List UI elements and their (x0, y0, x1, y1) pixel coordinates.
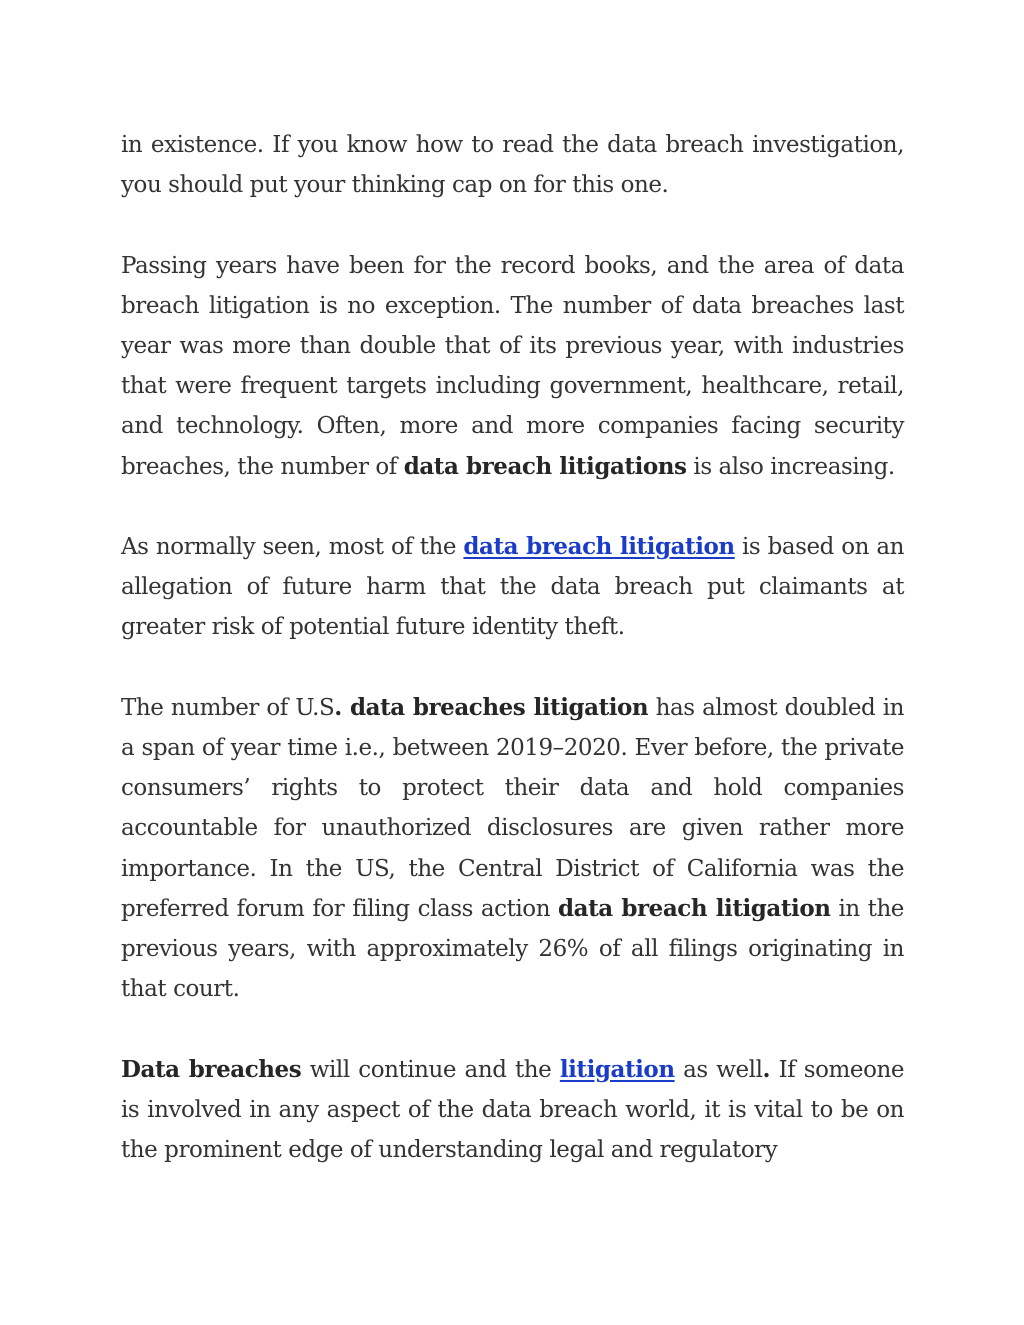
paragraph-passing-years (121, 246, 904, 487)
bold-phrase-data-breaches-litigation: . data breaches litigation (334, 693, 649, 721)
bold-period: . (762, 1055, 771, 1083)
paragraph-text: is based on an allegation of future harm that the data breach put claimants at greater risk of potential future identity theft. (121, 534, 904, 641)
litigation-link[interactable]: litigation (559, 1055, 675, 1083)
bold-phrase-data-breaches: Data breaches (121, 1055, 302, 1083)
paragraph-normally-seen (121, 527, 904, 648)
data-breach-litigation-link[interactable]: data breach litigation (463, 533, 735, 560)
document-body (121, 125, 904, 1170)
paragraph-text: is also increasing. (686, 453, 895, 480)
paragraph-existence (121, 125, 904, 205)
paragraph-text: as well (674, 1056, 763, 1083)
paragraph-text: in the previous years, with approximately 26% of all filings originating in that court. (121, 895, 904, 1003)
paragraph-text: If someone is involved in any aspect of the data breach world, it is vital to be on the prominent edge of understanding legal and regulatory (121, 1056, 904, 1164)
paragraph-text: As normally seen, most of the (121, 534, 464, 560)
bold-phrase-data-breach-litigations: data breach litigations (403, 452, 687, 480)
paragraph-us-litigation (121, 688, 904, 1010)
paragraph-text: will continue and the (301, 1056, 560, 1083)
paragraph-text: Passing years have been for the record books, and the area of data breach litigation is no exception. The number of data breaches last year was more than double that of its previous year, with industries that were frequent targets including government, healthcare, retail, and technology. Often, more and more companies facing security breaches, the number of (121, 252, 904, 480)
paragraph-text: has almost doubled in a span of year time i.e., between 2019–2020. Ever before, the private consumers’ rights to protect their data and hold companies accountable for unauthorized disclosures are given rather more importance. In the US, the Central District of California was the preferred forum for filing class action (121, 694, 904, 922)
paragraph-text: The number of U.S (121, 694, 335, 721)
bold-phrase-data-breach-litigation: data breach litigation (558, 894, 831, 922)
paragraph-text: in existence. If you know how to read the data breach investigation, you should put your thinking cap on for this one. (121, 132, 904, 199)
paragraph-continue (121, 1050, 904, 1171)
